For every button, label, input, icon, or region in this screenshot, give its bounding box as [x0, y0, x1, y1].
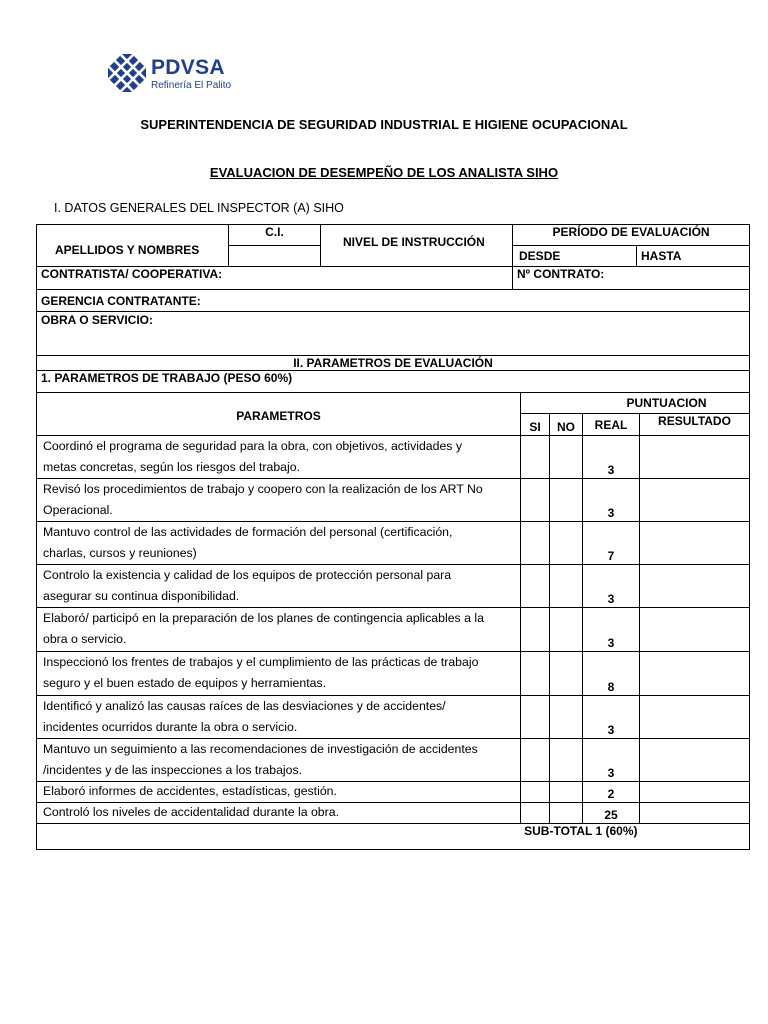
real-header: REAL — [583, 414, 640, 436]
si-header: SI — [521, 414, 550, 436]
contrato-field[interactable]: Nº CONTRATO: — [513, 267, 750, 290]
section-parametros-title: II. PARAMETROS DE EVALUACIÓN — [37, 356, 750, 371]
no-cell[interactable] — [550, 803, 583, 824]
ci-value[interactable] — [229, 246, 321, 267]
parametro-text: Inspeccionó los frentes de trabajos y el cumplimiento de las prácticas de trabajo seguro y el buen estado de equipos y herramientas. — [37, 652, 521, 696]
table-row — [37, 479, 750, 522]
subtotal-label: SUB-TOTAL 1 (60%) — [37, 824, 640, 850]
resultado-header: RESULTADO — [640, 414, 750, 436]
si-cell[interactable] — [521, 522, 550, 565]
real-value: 3 — [583, 436, 640, 479]
gerencia-field[interactable]: GERENCIA CONTRATANTE: — [37, 290, 750, 312]
no-cell[interactable] — [550, 522, 583, 565]
si-cell[interactable] — [521, 803, 550, 824]
document-subtitle: EVALUACION DE DESEMPEÑO DE LOS ANALISTA SIHO — [209, 165, 559, 180]
resultado-cell[interactable] — [640, 739, 750, 782]
parametro-text: Elaboró/ participó en la preparación de los planes de contingencia aplicables a la obra o servicio. — [37, 608, 521, 652]
logo-subtitle: Refinería El Palito — [151, 80, 232, 91]
real-value: 3 — [583, 739, 640, 782]
resultado-cell[interactable] — [640, 782, 750, 803]
no-cell[interactable] — [550, 479, 583, 522]
no-cell[interactable] — [550, 565, 583, 608]
pdvsa-logo — [108, 52, 248, 96]
contratista-field[interactable]: CONTRATISTA/ COOPERATIVA: — [37, 267, 513, 290]
table-row — [37, 803, 750, 824]
obra-field[interactable]: OBRA O SERVICIO: — [37, 312, 750, 356]
nivel-header: NIVEL DE INSTRUCCIÓN — [321, 225, 513, 267]
parametro-text: Coordinó el programa de seguridad para la obra, con objetivos, actividades y metas concretas, según los riesgos del trabajo. — [37, 436, 521, 479]
real-value: 3 — [583, 479, 640, 522]
resultado-cell[interactable] — [640, 803, 750, 824]
logo-wordmark: PDVSA — [151, 56, 225, 79]
table-row — [37, 436, 750, 479]
parametro-text: Mantuvo control de las actividades de formación del personal (certificación, charlas, cursos y reuniones) — [37, 522, 521, 565]
table-row — [37, 522, 750, 565]
no-cell[interactable] — [550, 652, 583, 696]
table-row — [37, 565, 750, 608]
pdvsa-emblem-icon — [108, 54, 146, 92]
real-value: 3 — [583, 696, 640, 739]
parametro-text: Mantuvo un seguimiento a las recomendaciones de investigación de accidentes /incidentes y de las inspecciones a los trabajos. — [37, 739, 521, 782]
document-title: SUPERINTENDENCIA DE SEGURIDAD INDUSTRIAL E HIGIENE OCUPACIONAL — [140, 117, 628, 132]
real-value: 3 — [583, 608, 640, 652]
no-cell[interactable] — [550, 436, 583, 479]
resultado-cell[interactable] — [640, 436, 750, 479]
ci-header: C.I. — [229, 225, 321, 246]
resultado-cell[interactable] — [640, 522, 750, 565]
puntuacion-header: PUNTUACION — [583, 393, 750, 414]
parametros-trabajo-title: 1. PARAMETROS DE TRABAJO (PESO 60%) — [37, 371, 750, 393]
parametro-text: Revisó los procedimientos de trabajo y coopero con la realización de los ART No Operacional. — [37, 479, 521, 522]
parametros-table — [36, 392, 750, 850]
si-cell[interactable] — [521, 782, 550, 803]
parametro-text: Elaboró informes de accidentes, estadísticas, gestión. — [37, 782, 521, 803]
resultado-cell[interactable] — [640, 696, 750, 739]
resultado-cell[interactable] — [640, 652, 750, 696]
si-cell[interactable] — [521, 739, 550, 782]
parametro-text: Identificó y analizó las causas raíces de las desviaciones y de accidentes/ incidentes ocurridos durante la obra o servicio. — [37, 696, 521, 739]
si-cell[interactable] — [521, 608, 550, 652]
resultado-cell[interactable] — [640, 608, 750, 652]
resultado-cell[interactable] — [640, 479, 750, 522]
real-value: 3 — [583, 565, 640, 608]
no-cell[interactable] — [550, 782, 583, 803]
table-row — [37, 652, 750, 696]
desde-header: DESDE — [513, 246, 637, 267]
table-row — [37, 782, 750, 803]
parametros-header: PARAMETROS — [37, 393, 521, 436]
section-general-title: I. DATOS GENERALES DEL INSPECTOR (A) SIHO — [54, 201, 344, 215]
no-header: NO — [550, 414, 583, 436]
subtotal-value[interactable] — [640, 824, 750, 850]
real-value: 8 — [583, 652, 640, 696]
parametro-text: Controló los niveles de accidentalidad durante la obra. — [37, 803, 521, 824]
hasta-header: HASTA — [637, 246, 750, 267]
subtotal-row — [37, 824, 750, 850]
resultado-cell[interactable] — [640, 565, 750, 608]
si-cell[interactable] — [521, 479, 550, 522]
si-cell[interactable] — [521, 436, 550, 479]
parametro-text: Controlo la existencia y calidad de los equipos de protección personal para asegurar su continua disponibilidad. — [37, 565, 521, 608]
apellidos-header: APELLIDOS Y NOMBRES — [37, 225, 229, 267]
table-row — [37, 608, 750, 652]
no-cell[interactable] — [550, 739, 583, 782]
periodo-header: PERÍODO DE EVALUACIÓN — [513, 225, 750, 246]
real-value: 25 — [583, 803, 640, 824]
si-cell[interactable] — [521, 652, 550, 696]
real-value: 7 — [583, 522, 640, 565]
no-cell[interactable] — [550, 696, 583, 739]
no-cell[interactable] — [550, 608, 583, 652]
si-cell[interactable] — [521, 696, 550, 739]
si-cell[interactable] — [521, 565, 550, 608]
real-value: 2 — [583, 782, 640, 803]
table-row — [37, 739, 750, 782]
table-row — [37, 696, 750, 739]
general-data-table — [36, 224, 750, 393]
